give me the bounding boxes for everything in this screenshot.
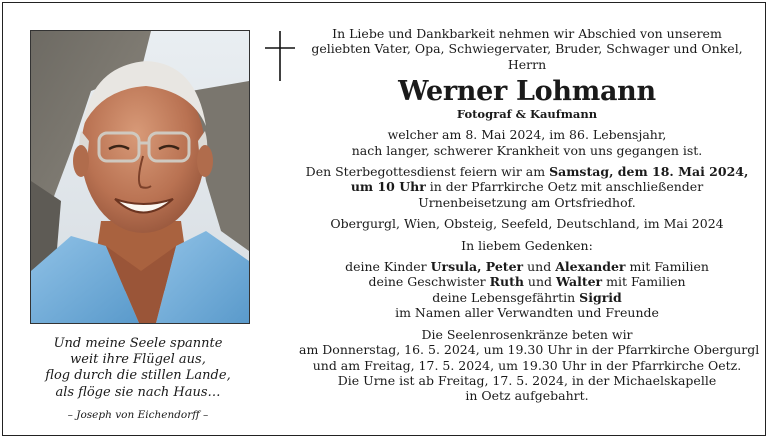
rosary-line: in Oetz aufgebahrt.: [465, 388, 589, 404]
rosary-line: und am Freitag, 17. 5. 2024, um 19.30 Uhr in der Pfarrkirche Oetz.: [312, 357, 742, 373]
mourner-name: Sigrid: [579, 289, 622, 305]
funeral-text: Den Sterbegottesdienst feiern wir am: [305, 164, 550, 180]
rosary-line: am Donnerstag, 16. 5. 2024, um 19.30 Uhr in der Pfarrkirche Obergurgl: [299, 342, 760, 358]
funeral-date: Samstag, dem 18. Mai 2024,: [549, 164, 749, 180]
mourner-name: Walter: [556, 274, 603, 290]
notice-text: [299, 26, 760, 404]
quote-line: als flöge sie nach Haus…: [55, 384, 221, 400]
mourner-text: und: [523, 274, 557, 290]
rosary-line: Die Urne ist ab Freitag, 17. 5. 2024, in der Michaelskapelle: [337, 372, 717, 388]
funeral-line: [299, 179, 755, 194]
rosary-line: Die Seelenrosenkränze beten wir: [421, 326, 633, 342]
quote-line: flog durch die stillen Lande,: [45, 368, 231, 384]
mourner-name: Alexander: [555, 259, 626, 275]
mourner-text: deine Lebensgefährtin: [432, 289, 580, 305]
deceased-name: Werner Lohmann: [398, 76, 656, 108]
quote-line: weit ihre Flügel aus,: [70, 352, 206, 368]
funeral-line: Urnenbeisetzung am Ortsfriedhof.: [418, 194, 636, 210]
children-line: [299, 259, 755, 274]
quote-author: – Joseph von Eichendorff –: [67, 408, 209, 421]
mourner-name: Ursula, Peter: [430, 259, 524, 275]
all-relatives-line: im Namen aller Verwandten und Freunde: [395, 305, 659, 321]
obituary-notice: [2, 2, 766, 436]
place-date: Obergurgl, Wien, Obsteig, Seefeld, Deutschland, im Mai 2024: [330, 216, 724, 232]
partner-line: [299, 290, 755, 305]
profession: Fotograf & Kaufmann: [456, 107, 598, 122]
mourner-text: deine Geschwister: [368, 274, 490, 290]
funeral-time: um 10 Uhr: [350, 179, 426, 195]
death-line: nach langer, schwerer Krankheit von uns gegangen ist.: [351, 142, 703, 158]
quote-line: Und meine Seele spannte: [53, 336, 223, 351]
mourner-text: und: [523, 259, 556, 275]
mourner-text: mit Familien: [602, 274, 686, 290]
intro-line: In Liebe und Dankbarkeit nehmen wir Abschied von unserem: [332, 26, 722, 41]
portrait-photo: [30, 30, 250, 324]
funeral-text: in der Pfarrkirche Oetz mit anschließender: [425, 179, 704, 195]
intro-line: Herrn: [507, 56, 547, 72]
funeral-line: [299, 164, 755, 179]
intro-line: geliebten Vater, Opa, Schwiegervater, Bruder, Schwager und Onkel,: [311, 41, 743, 57]
mourner-text: mit Familien: [625, 259, 709, 275]
memory-heading: In liebem Gedenken:: [461, 237, 593, 253]
mourner-text: deine Kinder: [345, 259, 431, 275]
cross-icon: [263, 31, 297, 81]
mourner-name: Ruth: [489, 274, 524, 290]
siblings-line: [299, 274, 755, 289]
poem-quote: [23, 336, 253, 423]
death-line: welcher am 8. Mai 2024, im 86. Lebensjahr,: [387, 127, 667, 143]
